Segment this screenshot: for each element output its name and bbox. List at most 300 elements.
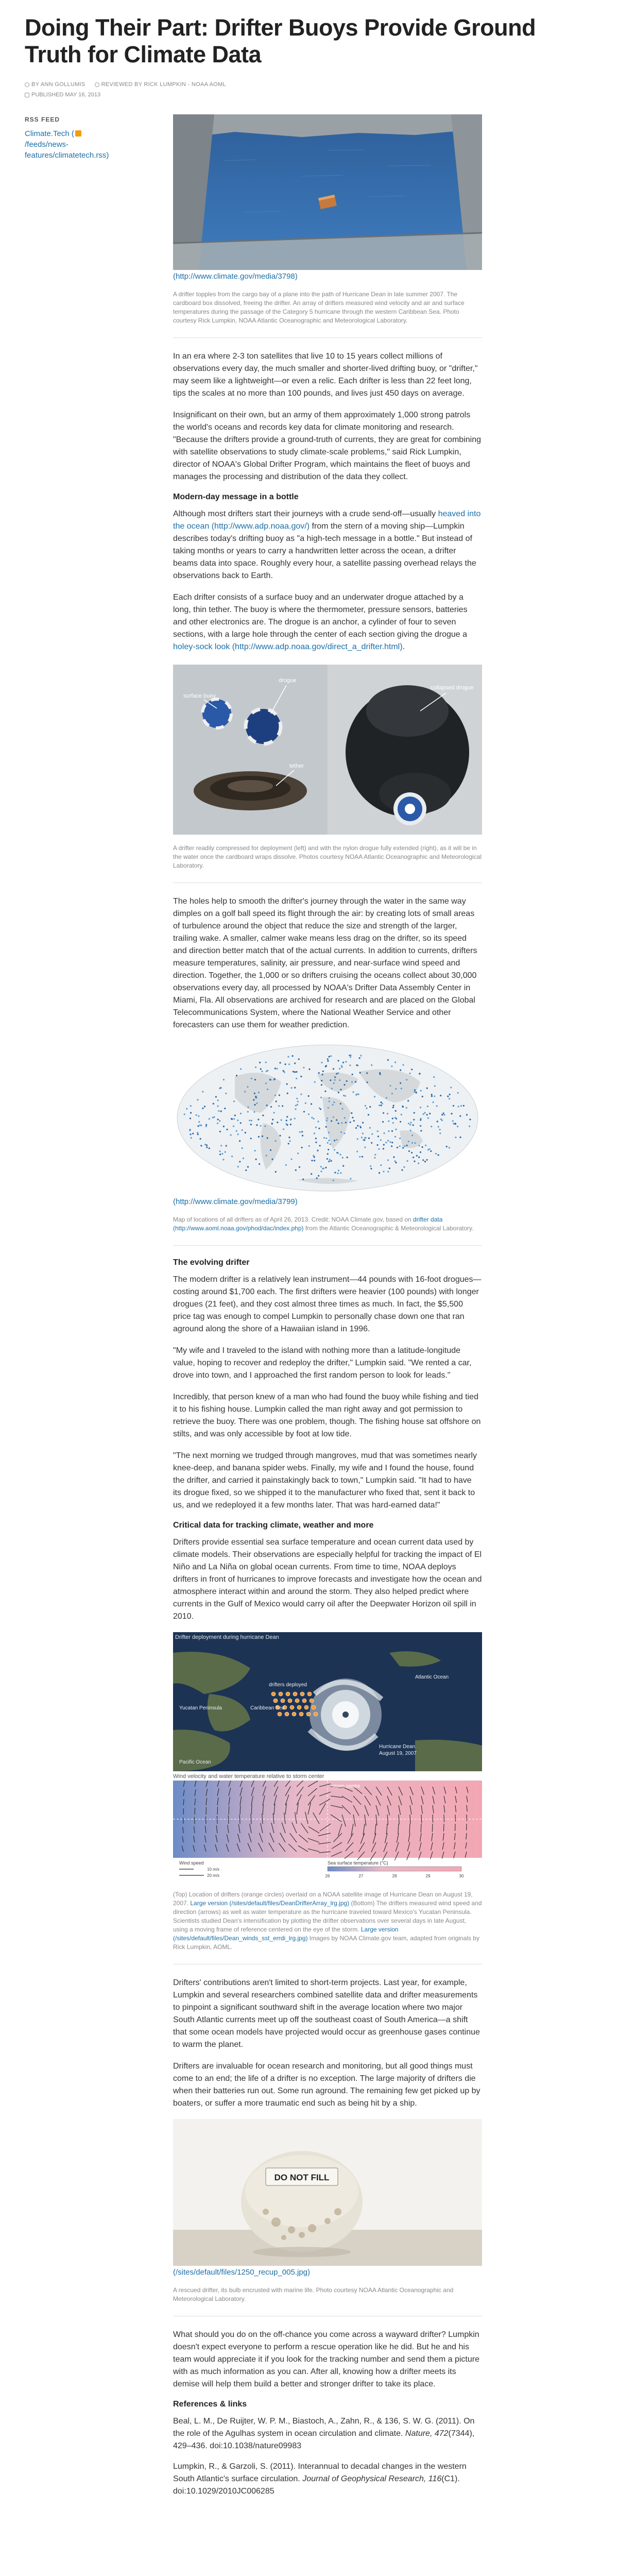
section-paragraph: Drifters provide essential sea surface temperature and ocean current data used by climate models. Their observations are especially helpful for tracking the impact of El Niño and La Niña on global ocean currents. From time to time, NOAA deploys drifters in front of hurricanes to improve forecasts and investigate how the ocean and atmosphere interact within and around the storm. They also helped predict where currents in the Gulf of Mexico would carry oil after the Deepwater Horizon oil spill in 2010. xyxy=(173,1538,482,1621)
drifter-dot xyxy=(202,1091,203,1092)
drifter-dot xyxy=(356,1151,358,1153)
drifter-dot xyxy=(431,1095,433,1097)
drifter-dot xyxy=(240,1113,242,1114)
user-icon xyxy=(25,82,29,87)
drifter-dot xyxy=(451,1113,453,1114)
holey-sock-link[interactable]: holey-sock look (http://www.adp.noaa.gov/direct_a_drifter.html) xyxy=(173,642,403,651)
drifter-dot xyxy=(314,1081,316,1083)
drifter-dot xyxy=(242,1129,243,1131)
drifter-dot xyxy=(340,1172,341,1174)
drifter-dot xyxy=(357,1125,358,1127)
drifter-dot xyxy=(341,1065,342,1066)
drifter-dot xyxy=(355,1127,357,1129)
drifter-dot xyxy=(414,1091,416,1093)
drifter-dot xyxy=(377,1144,379,1146)
drifter-dot xyxy=(338,1170,339,1171)
drifter-dot xyxy=(260,1068,262,1070)
drifter-dot xyxy=(266,1155,267,1156)
drifter-dot xyxy=(418,1162,419,1164)
drifter-dot xyxy=(359,1156,360,1158)
intro-paragraph: In an era where 2-3 ton satellites that live 10 to 15 years collect millions of observations every day, the much smaller and shorter-lived drifting buoy, or "drifter," may seem like a lightweight—or even a relic. Each drifter is less than 22 feet long, tips the scales at no more than 100 pounds, and lives just 450 days on average. xyxy=(173,352,478,398)
drifter-dot xyxy=(217,1123,218,1124)
wind-key-tick: 10 m/s xyxy=(207,1867,220,1872)
drifter-dot xyxy=(399,1145,401,1147)
wind-arrow xyxy=(443,1824,444,1832)
drifter-dot xyxy=(270,1106,272,1108)
drifter-dot xyxy=(353,1120,355,1122)
drifter-dot xyxy=(282,1105,283,1107)
page-title: Doing Their Part: Drifter Buoys Provide Ground Truth for Climate Data xyxy=(25,14,536,67)
drifter-dot xyxy=(250,1138,252,1139)
drifter-dot xyxy=(391,1142,393,1143)
drifter-dot xyxy=(469,1126,470,1127)
deployed-drifter-marker xyxy=(293,1692,297,1696)
deployed-drifter-marker xyxy=(278,1712,282,1716)
section-paragraph: Although most drifters start their journeys with a crude send-off—usually heaved into the ocean (http://www.adp.noaa.gov/) from the stern of a moving ship—Lumpkin describes today's drifting buoy as "a high-tech message in a bottle." But instead of taking months or years to carry a handwritten letter across the ocean, a drifter beams data into space. Roughly every hour, a satellite passing overhead relays the observations back to Earth. xyxy=(173,510,481,580)
drifter-dot xyxy=(324,1091,326,1092)
drifter-dot xyxy=(219,1154,221,1155)
drifter-dot xyxy=(407,1100,409,1101)
references-heading: References & links xyxy=(173,2400,247,2409)
drifter-dot xyxy=(311,1173,312,1175)
drifter-dot xyxy=(328,1161,330,1162)
drifter-dot xyxy=(222,1159,224,1160)
drifter-dot xyxy=(321,1074,323,1075)
drifter-dot xyxy=(291,1087,293,1089)
drifter-dot xyxy=(416,1155,418,1157)
drifter-dot xyxy=(439,1129,441,1130)
drifter-dot xyxy=(378,1148,380,1150)
drifter-dot xyxy=(317,1121,319,1122)
drifter-dot xyxy=(290,1119,291,1121)
drifter-dot xyxy=(255,1066,256,1068)
figure-drifter-drop xyxy=(173,114,482,325)
drifter-dot xyxy=(452,1120,454,1122)
drifter-dot xyxy=(370,1168,372,1170)
drifter-dot xyxy=(274,1067,276,1069)
drifter-dot xyxy=(420,1130,422,1131)
drifter-dot xyxy=(322,1168,323,1170)
drifter-dot xyxy=(340,1131,342,1133)
drifter-dot xyxy=(414,1112,415,1113)
drifter-dot xyxy=(352,1091,354,1093)
drifter-dot xyxy=(406,1145,408,1146)
drifter-dot xyxy=(469,1118,471,1120)
section-paragraph: What should you do on the off-chance you come across a wayward drifter? Lumpkin doesn't expect everyone to perform a rescue operation like he did. But he and his team would appreciate it if you look for the tracking number and send them a picture with as much information as you can. After all, knowing how a drifter meets its demise will help them build a better and stronger drifter to take its place. xyxy=(173,2330,479,2388)
drifter-dot xyxy=(427,1106,428,1107)
figure-3-link[interactable]: (http://www.climate.gov/media/3799) xyxy=(173,1197,298,1206)
drifter-dot xyxy=(266,1105,268,1106)
drifter-dot xyxy=(447,1095,449,1097)
section-paragraph: The modern drifter is a relatively lean instrument—44 pounds with 16-foot drogues—costing around $1,700 each. The first drifters were heavier (100 pounds) with longer drogues (21 feet), and they cost almost three times as much. In fact, the $5,500 price tag was enough to compel Lumpkin to personally chase down one that ran aground along the shore of a Hawaiian island in 1996. xyxy=(173,1275,482,1333)
drifter-dot xyxy=(327,1153,329,1155)
drifter-dot xyxy=(196,1114,197,1116)
drifter-dot xyxy=(189,1130,191,1131)
drifter-dot xyxy=(401,1114,402,1115)
drifter-dot xyxy=(360,1055,362,1056)
drifter-dot xyxy=(259,1163,260,1165)
drifter-dot xyxy=(205,1124,207,1126)
drifter-dot xyxy=(393,1105,394,1106)
drifter-dot xyxy=(318,1175,319,1177)
drifter-dot xyxy=(254,1093,255,1094)
section-heading-evolving: The evolving drifter xyxy=(173,1258,250,1267)
drifter-dot xyxy=(340,1154,341,1156)
drifter-dot xyxy=(450,1087,452,1088)
drifter-dot xyxy=(326,1120,328,1121)
figure-2-caption: A drifter readily compressed for deployment (left) and with the nylon drogue fully extended (right), as it will be in the water once the cardboard wraps dissolve. Photos courtesy NOAA Atlantic Oceanographic and Meteorological Laboratory. xyxy=(173,844,482,869)
author[interactable]: BY ANN GOLLUMIS xyxy=(31,81,85,88)
drifter-dot xyxy=(401,1088,402,1089)
drifter-dot xyxy=(226,1129,228,1130)
drifter-dot xyxy=(255,1159,257,1160)
drifter-dot xyxy=(351,1112,352,1114)
drifter-dot xyxy=(242,1147,243,1149)
figure-4-caption: (Top) Location of drifters (orange circles) overlaid on a NOAA satellite image of Hurricane Dean on August 19, 2007. Large version (/sites/default/files/DeanDrifterArray_lrg.jpg) (Bottom) The drifters measured wind speed and direction (arrows) as well as water temperature as the hurricane traveled toward Mexico's Yucatan Peninsula. Scientists studied Dean's intensification by plotting the drifter observations over several days in late August, using a moving frame of reference centered on the eye of the storm. Large version (/sites/default/files/Dean_winds_sst_errdi_lrg.jpg) Images by NOAA Climate.gov team, adapted from originals by Rick Lumpkin, AOML. xyxy=(173,1891,482,1951)
drifter-dot xyxy=(339,1068,340,1070)
drifter-dot xyxy=(325,1138,327,1139)
drifter-dot xyxy=(288,1143,289,1144)
drifter-dot xyxy=(393,1156,394,1158)
drifter-dot xyxy=(274,1095,276,1096)
drifter-dot xyxy=(420,1090,422,1091)
publish-date xyxy=(25,92,100,98)
drifter-dot xyxy=(418,1157,420,1158)
drifter-dot xyxy=(394,1136,396,1138)
drifter-dot xyxy=(254,1104,255,1106)
calendar-icon xyxy=(25,93,29,97)
drifter-dot xyxy=(330,1079,331,1081)
drifter-dot xyxy=(387,1171,389,1173)
wind-key-tick: 20 m/s xyxy=(207,1873,220,1878)
drifter-dot xyxy=(256,1124,258,1126)
drifter-dot xyxy=(247,1107,249,1108)
deployed-drifter-marker xyxy=(314,1712,318,1716)
drifter-dot xyxy=(410,1130,411,1131)
drifter-dot xyxy=(425,1145,426,1146)
drifter-dot xyxy=(391,1065,392,1067)
drifter-dot xyxy=(345,1061,347,1062)
drifter-dot xyxy=(364,1137,366,1139)
drifter-dot xyxy=(314,1132,315,1134)
deployed-drifter-marker xyxy=(271,1692,276,1696)
rss-link-label: Climate.Tech xyxy=(25,129,70,138)
drifter-dot xyxy=(352,1074,353,1075)
drifter-dot xyxy=(254,1150,256,1151)
drifter-dot xyxy=(230,1134,232,1136)
drifter-dot xyxy=(314,1160,315,1161)
drifter-dot xyxy=(350,1178,351,1179)
drifter-dot xyxy=(323,1137,325,1139)
wind-arrow xyxy=(455,1815,456,1822)
deployed-drifter-marker xyxy=(273,1699,278,1703)
drifter-dot xyxy=(351,1081,353,1083)
deployed-drifter-marker xyxy=(290,1705,294,1709)
drifter-dot xyxy=(395,1110,397,1112)
drifter-dot xyxy=(381,1105,382,1106)
drifter-dot xyxy=(411,1134,413,1136)
drifter-dot xyxy=(387,1113,388,1114)
drifter-dot xyxy=(223,1126,225,1127)
drifter-dot xyxy=(366,1072,368,1074)
drifter-dot xyxy=(330,1055,332,1057)
drifter-dot xyxy=(191,1137,192,1139)
drifter-dot xyxy=(377,1130,379,1132)
drifter-dot xyxy=(411,1069,413,1070)
drifter-dot xyxy=(453,1123,454,1124)
drifter-dot xyxy=(395,1129,397,1130)
hurricane-satellite-map xyxy=(173,1632,482,1771)
drifter-dot xyxy=(423,1113,424,1115)
drifter-dot xyxy=(249,1120,250,1121)
drifter-dot xyxy=(308,1069,310,1070)
drifter-dot xyxy=(370,1165,371,1167)
drifter-dot xyxy=(219,1131,221,1132)
drifter-dot xyxy=(449,1147,450,1148)
drifter-dot xyxy=(392,1107,394,1108)
drifter-dot xyxy=(383,1112,384,1114)
drifter-dot xyxy=(245,1132,246,1133)
wind-arrow xyxy=(455,1824,456,1831)
drifter-dot xyxy=(272,1119,273,1121)
drifter-dot xyxy=(184,1113,185,1115)
drifter-dot xyxy=(340,1103,341,1105)
deployed-drifter-marker xyxy=(304,1705,308,1709)
drifter-dot xyxy=(382,1103,383,1105)
drifter-dot xyxy=(313,1118,315,1120)
drifter-dot xyxy=(298,1058,300,1060)
drifter-dot xyxy=(455,1137,456,1138)
drifter-dot xyxy=(296,1078,297,1079)
drifter-dot xyxy=(278,1105,280,1107)
drifter-dot xyxy=(357,1138,358,1140)
drifter-dot xyxy=(279,1094,280,1096)
drifter-dot xyxy=(299,1166,300,1168)
drifter-dot xyxy=(262,1136,263,1137)
drifter-dot xyxy=(197,1133,199,1135)
drifter-dot xyxy=(350,1056,351,1058)
drifter-dot xyxy=(383,1171,384,1172)
drifter-dot xyxy=(346,1080,348,1082)
drifter-dot xyxy=(387,1159,389,1161)
deployed-drifter-marker xyxy=(279,1692,283,1696)
figure-5-link[interactable]: (/sites/default/files/1250_recup_005.jpg) xyxy=(173,2268,311,2277)
drifter-dot xyxy=(206,1144,208,1146)
drifter-dot xyxy=(262,1114,264,1116)
drifter-dot xyxy=(416,1092,417,1093)
drifter-dot xyxy=(392,1117,393,1119)
drifter-dot xyxy=(283,1128,284,1130)
drifter-dot xyxy=(204,1106,205,1107)
heaved-link[interactable]: heaved into the ocean (http://www.adp.noaa.gov/) xyxy=(173,510,481,531)
label-caribbean: Caribbean Sea xyxy=(250,1705,285,1711)
drifter-dot xyxy=(345,1095,346,1097)
drifter-dot xyxy=(245,1170,247,1171)
drifter-dot xyxy=(350,1122,351,1123)
drifter-dot xyxy=(341,1122,342,1124)
deployed-drifter-marker xyxy=(281,1699,285,1703)
drifter-dot xyxy=(256,1103,258,1104)
drifter-dot xyxy=(197,1125,199,1127)
drifter-dot xyxy=(408,1123,409,1124)
drifter-dot xyxy=(297,1104,298,1106)
drifter-dot xyxy=(362,1122,364,1124)
drifter-dot xyxy=(286,1120,287,1121)
deployed-drifter-marker xyxy=(310,1699,314,1703)
drifter-dot xyxy=(276,1100,277,1102)
drifter-dot xyxy=(244,1091,246,1092)
drifter-dot xyxy=(424,1161,426,1162)
drifter-dot xyxy=(243,1158,244,1159)
drifter-dot xyxy=(387,1140,389,1141)
drifter-dot xyxy=(217,1105,219,1107)
drifter-dot xyxy=(331,1160,332,1162)
drifter-dot xyxy=(371,1064,372,1066)
deployed-drifter-marker xyxy=(306,1712,311,1716)
drifter-dot xyxy=(213,1116,215,1118)
drifter-dot xyxy=(338,1123,339,1124)
large-version-link[interactable]: Large version (/sites/default/files/Dean_winds_sst_errdi_lrg.jpg) xyxy=(173,1926,399,1942)
drifter-dot xyxy=(440,1095,441,1096)
drifter-dot xyxy=(368,1114,369,1115)
drifter-dot xyxy=(325,1126,327,1128)
drifter-dot xyxy=(328,1149,329,1150)
drifter-dot xyxy=(356,1093,358,1095)
drifter-dot xyxy=(315,1127,317,1128)
drifter-dot xyxy=(320,1166,322,1167)
drifter-dot xyxy=(218,1110,219,1112)
drifter-dot xyxy=(366,1108,367,1109)
drifter-dot xyxy=(190,1112,192,1113)
wind-arrow xyxy=(206,1807,207,1815)
drifter-dot xyxy=(342,1062,344,1063)
drifter-dot xyxy=(384,1132,385,1134)
deployed-drifter-marker xyxy=(297,1705,301,1709)
drifter-dot xyxy=(404,1145,405,1147)
drifter-dot xyxy=(231,1118,232,1120)
drifter-dot xyxy=(265,1061,267,1063)
drifter-dot xyxy=(430,1150,432,1152)
drifter-dot xyxy=(321,1080,322,1081)
drifter-dot xyxy=(418,1145,420,1146)
drifter-dot xyxy=(400,1070,401,1071)
figure-drifter-map xyxy=(173,1041,482,1233)
drifter-dot xyxy=(449,1098,450,1099)
drifter-dot xyxy=(394,1117,396,1118)
drifter-dot xyxy=(329,1100,330,1102)
drifter-dot xyxy=(197,1099,198,1100)
drifter-dot xyxy=(225,1093,227,1094)
drifter-dot xyxy=(264,1125,266,1127)
drifter-dot xyxy=(339,1079,340,1081)
drifter-dot xyxy=(337,1152,339,1154)
drifter-dot xyxy=(297,1101,299,1103)
drifter-dot xyxy=(321,1084,322,1086)
deployed-drifter-marker xyxy=(307,1692,312,1696)
drifter-dot xyxy=(457,1092,459,1094)
drifter-dot xyxy=(406,1079,407,1080)
drifter-dot xyxy=(300,1093,302,1095)
rss-heading: RSS FEED xyxy=(25,116,60,123)
drifter-dot xyxy=(401,1169,403,1171)
large-version-link[interactable]: Large version (/sites/default/files/DeanDrifterArray_lrg.jpg) xyxy=(190,1900,350,1907)
drifter-dot xyxy=(233,1118,235,1120)
scale-tick: 27 xyxy=(358,1874,364,1878)
drifter-dot xyxy=(365,1105,366,1107)
drifter-dot xyxy=(411,1152,413,1154)
drifter-dot xyxy=(344,1132,345,1134)
scale-tick: 30 xyxy=(459,1874,464,1878)
drifter-dot xyxy=(349,1064,351,1066)
drifter-data-link[interactable]: drifter data (http://www.aoml.noaa.gov/phod/dac/index.php) xyxy=(173,1216,443,1232)
drifter-dot xyxy=(336,1139,337,1141)
drifter-dot xyxy=(327,1060,329,1062)
label-surface-buoy: surface buoy xyxy=(183,693,216,699)
drifter-dot xyxy=(371,1133,373,1135)
drifter-dot xyxy=(275,1171,277,1173)
drifter-dot xyxy=(259,1062,261,1063)
reviewer[interactable]: REVIEWED BY RICK LUMPKIN - NOAA AOML xyxy=(101,81,226,88)
drifter-dot xyxy=(219,1088,220,1089)
drifter-dot xyxy=(327,1142,329,1144)
drifter-dot xyxy=(426,1159,428,1161)
figure-1-link[interactable]: (http://www.climate.gov/media/3798) xyxy=(173,272,298,281)
label-pacific: Pacific Ocean xyxy=(179,1759,211,1765)
drifter-dot xyxy=(236,1075,237,1076)
drifter-dot xyxy=(341,1108,343,1110)
drifter-dot xyxy=(200,1125,202,1126)
drifter-dot xyxy=(458,1106,459,1107)
drifter-dot xyxy=(389,1141,391,1143)
drifter-dot xyxy=(414,1089,416,1091)
drifter-dot xyxy=(223,1079,225,1080)
wind-arrow xyxy=(432,1824,433,1832)
drifter-dot xyxy=(337,1173,339,1174)
drifter-dot xyxy=(247,1086,248,1088)
drifter-dot xyxy=(322,1071,324,1072)
rss-link-path: /feeds/news-features/climatetech.rss) xyxy=(25,140,109,160)
drifter-dot xyxy=(240,1122,242,1124)
drifter-dot xyxy=(236,1130,237,1132)
rss-feed-link[interactable]: Climate.Tech ( /feeds/news-features/climatetech.rss) xyxy=(25,129,109,160)
drifter-dot xyxy=(258,1136,260,1138)
drifter-dot xyxy=(337,1072,339,1074)
figure-drifter-parts xyxy=(173,665,482,870)
drifter-dot xyxy=(362,1156,363,1158)
drifter-dot xyxy=(359,1072,361,1074)
drifter-dot xyxy=(383,1144,385,1145)
drifter-dot xyxy=(457,1126,458,1127)
drifter-dot xyxy=(292,1055,294,1057)
drifter-dot xyxy=(297,1153,299,1154)
drifter-dot xyxy=(250,1124,252,1125)
drifter-dot xyxy=(413,1157,414,1158)
drifter-dot xyxy=(347,1157,348,1158)
deployed-drifter-marker xyxy=(299,1712,303,1716)
section-paragraph: Drifters are invaluable for ocean research and monitoring, but all good things must come to an end; the life of a drifter is no exception. The large majority of drifters die when their batteries run out. Some run aground. The remaining few get picked up by boaters, or suffer a more traumatic end such as being hit by a ship. xyxy=(173,2062,480,2108)
drifter-dot xyxy=(439,1132,441,1134)
drifter-dot xyxy=(438,1154,439,1156)
label-date: August 19, 2007 xyxy=(379,1751,417,1756)
drifter-dot xyxy=(331,1120,332,1122)
drifter-dot xyxy=(432,1101,434,1103)
drifter-dot xyxy=(333,1082,335,1084)
drifter-dot xyxy=(334,1076,336,1078)
drifter-dot xyxy=(285,1063,286,1065)
drifter-dot xyxy=(293,1071,294,1072)
drifter-dot xyxy=(286,1083,288,1085)
deployed-drifter-marker xyxy=(288,1699,292,1703)
